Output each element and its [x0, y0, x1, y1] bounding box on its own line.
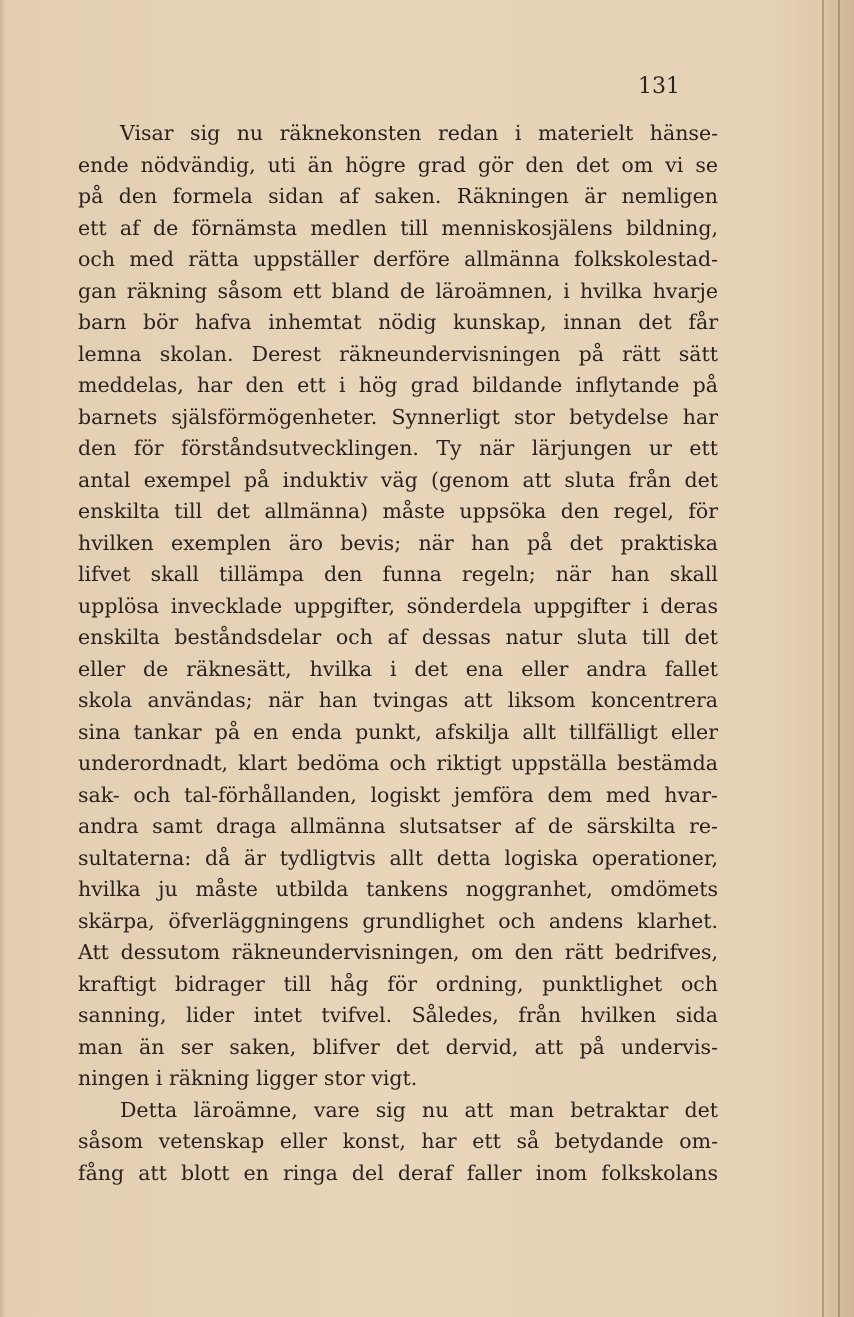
body-text [78, 118, 718, 1189]
text-line: ett af de förnämsta medlen till menniskosjälens bildning, [78, 215, 718, 240]
text-line: lemna skolan. Derest räkneundervisningen på rätt sätt [78, 341, 718, 366]
text-line: skärpa, öfverläggningens grundlighet och andens klarhet. [78, 908, 718, 933]
page-number: 131 [638, 74, 680, 99]
text-line: Att dessutom räkneundervisningen, om den rätt bedrifves, [78, 940, 718, 964]
text-line: enskilta beståndsdelar och af dessas natur sluta till det [78, 625, 718, 649]
text-line: barn bör hafva inhemtat nödig kunskap, innan det får [78, 310, 718, 334]
text-line: skola användas; när han tvingas att liksom koncentrera [78, 688, 718, 712]
text-line: gan räkning såsom ett bland de läroämnen, i hvilka hvarje [78, 278, 718, 303]
text-line: sak- och tal-förhållanden, logiskt jemföra dem med hvar- [78, 782, 718, 807]
text-line: antal exempel på induktiv väg (genom att sluta från det [78, 467, 718, 492]
text-line: enskilta till det allmänna) måste uppsöka den regel, för [78, 499, 718, 523]
text-line: barnets själsförmögenheter. Synnerligt stor betydelse har [78, 404, 718, 429]
text-line: lifvet skall tillämpa den funna regeln; när han skall [78, 562, 718, 586]
text-line: meddelas, har den ett i hög grad bildande inflytande på [78, 373, 718, 397]
text-line: Detta läroämne, vare sig nu att man betraktar det [120, 1097, 718, 1122]
text-line: fång att blott en ringa del deraf faller inom folkskolans [78, 1160, 718, 1185]
text-line: och med rätta uppställer derföre allmänna folkskolestad- [78, 247, 718, 271]
text-line: den för förståndsutvecklingen. Ty när lärjungen ur ett [78, 436, 718, 460]
text-line: upplösa invecklade uppgifter, sönderdela uppgifter i deras [78, 593, 718, 618]
text-line: andra samt draga allmänna slutsatser af de särskilta re- [78, 814, 718, 838]
text-line: underordnadt, klart bedöma och riktigt uppställa bestämda [78, 751, 718, 775]
text-line: eller de räknesätt, hvilka i det ena eller andra fallet [78, 656, 718, 681]
text-line: ende nödvändig, uti än högre grad gör den det om vi se [78, 152, 718, 177]
text-line: hvilka ju måste utbilda tankens noggranhet, omdömets [78, 877, 718, 901]
text-line: hvilken exemplen äro bevis; när han på det praktiska [78, 530, 718, 555]
text-line: ningen i räkning ligger stor vigt. [78, 1066, 418, 1090]
text-line: sina tankar på en enda punkt, afskilja allt tillfälligt eller [78, 719, 718, 744]
page-left-edge [0, 0, 6, 1317]
text-line: sultaterna: då är tydligtvis allt detta logiska operationer, [78, 845, 718, 870]
gutter-line [838, 0, 840, 1317]
text-line: såsom vetenskap eller konst, har ett så betydande om- [78, 1129, 718, 1153]
text-line: kraftigt bidrager till håg för ordning, punktlighet och [78, 971, 718, 996]
text-line: på den formela sidan af saken. Räkningen är nemligen [78, 184, 718, 208]
text-line: man än ser saken, blifver det dervid, att på undervis- [78, 1034, 718, 1059]
text-line: Visar sig nu räknekonsten redan i materielt hänse- [120, 121, 718, 145]
text-line: sanning, lider intet tvifvel. Således, från hvilken sida [78, 1003, 718, 1027]
gutter-line [822, 0, 824, 1317]
